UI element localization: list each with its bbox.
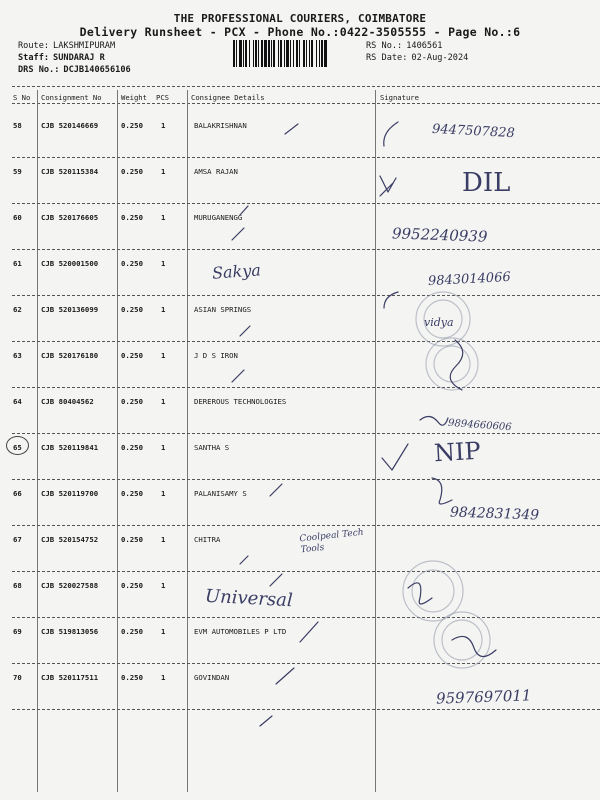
barcode-bar bbox=[239, 40, 242, 67]
barcode-bar bbox=[249, 40, 250, 67]
row-consignee: SANTHA S bbox=[194, 443, 230, 452]
barcode-bar bbox=[284, 40, 285, 67]
row-consignee: DEREROUS TECHNOLOGIES bbox=[194, 397, 287, 406]
row-consignment-no: CJB 520154752 bbox=[41, 535, 99, 544]
barcode-bar bbox=[321, 40, 323, 67]
row-sno: 67 bbox=[13, 535, 22, 544]
handwriting-row-64-phone: 9894660606 bbox=[447, 417, 512, 434]
row-sno: 63 bbox=[13, 351, 22, 360]
row-sno: 68 bbox=[13, 581, 22, 590]
barcode-bar bbox=[306, 40, 307, 67]
col-header-sno: S No bbox=[13, 93, 31, 102]
row-pcs: 1 bbox=[161, 167, 166, 176]
row-pcs: 1 bbox=[161, 351, 166, 360]
handwriting-row-65-mark: NIP bbox=[433, 436, 482, 468]
barcode-bar bbox=[261, 40, 263, 67]
row-consignment-no: CJB 520176180 bbox=[41, 351, 99, 360]
barcode-bar bbox=[286, 40, 289, 67]
col-header-weight: Weight bbox=[121, 93, 147, 102]
sno-65-circle-mark bbox=[6, 436, 29, 455]
barcode-bar bbox=[309, 40, 310, 67]
row-weight: 0.250 bbox=[121, 259, 143, 268]
row-weight: 0.250 bbox=[121, 121, 143, 130]
table-row bbox=[0, 627, 600, 673]
row-separator bbox=[12, 387, 600, 388]
handwriting-row-68-name: Universal bbox=[204, 585, 294, 612]
row-consignment-no: CJB 520115384 bbox=[41, 167, 99, 176]
barcode-bar bbox=[316, 40, 317, 67]
company-title: THE PROFESSIONAL COURIERS, COIMBATORE bbox=[173, 12, 427, 25]
row-consignee: PALANISAMY S bbox=[194, 489, 247, 498]
row-consignee: MURUGANENGG bbox=[194, 213, 243, 222]
barcode bbox=[233, 40, 358, 67]
row-sno: 64 bbox=[13, 397, 22, 406]
route-field bbox=[18, 41, 115, 51]
handwriting-row-58-phone: 9447507828 bbox=[431, 121, 516, 142]
row-separator bbox=[12, 617, 600, 618]
barcode-bar bbox=[243, 40, 244, 67]
row-sno: 69 bbox=[13, 627, 22, 636]
barcode-bar bbox=[319, 40, 320, 67]
row-sno: 58 bbox=[13, 121, 22, 130]
handwriting-row-59-mark: DIL bbox=[462, 168, 511, 198]
row-separator bbox=[12, 663, 600, 664]
staff-value: SUNDARAJ R bbox=[53, 53, 105, 63]
col-header-consignee: Consignee Details bbox=[191, 93, 265, 102]
row-pcs: 1 bbox=[161, 121, 166, 130]
row-pcs: 1 bbox=[161, 627, 166, 636]
table-row bbox=[0, 397, 600, 443]
rs-no-field bbox=[366, 41, 442, 51]
row-consignment-no: CJB 520146669 bbox=[41, 121, 99, 130]
rs-no-label: RS No.: bbox=[366, 41, 403, 51]
col-header-pcs: PCS bbox=[156, 93, 169, 102]
row-separator bbox=[12, 709, 600, 710]
row-separator bbox=[12, 571, 600, 572]
row-weight: 0.250 bbox=[121, 581, 143, 590]
row-weight: 0.250 bbox=[121, 489, 143, 498]
barcode-bar bbox=[273, 40, 275, 67]
row-weight: 0.250 bbox=[121, 351, 143, 360]
table-row bbox=[0, 443, 600, 489]
row-consignment-no: CJB 520001500 bbox=[41, 259, 99, 268]
row-separator bbox=[12, 249, 600, 250]
rs-no-value: 1406561 bbox=[406, 41, 443, 51]
handwriting-row-61-name: Sakya bbox=[211, 260, 262, 283]
row-pcs: 1 bbox=[161, 489, 166, 498]
row-pcs: 1 bbox=[161, 397, 166, 406]
barcode-bar bbox=[296, 40, 298, 67]
col-header-signature: Signature bbox=[380, 93, 419, 102]
row-weight: 0.250 bbox=[121, 673, 143, 682]
row-consignee: CHITRA bbox=[194, 535, 221, 544]
table-row bbox=[0, 213, 600, 259]
row-pcs: 1 bbox=[161, 443, 166, 452]
row-separator bbox=[12, 479, 600, 480]
drs-label: DRS No.: bbox=[18, 65, 60, 75]
row-weight: 0.250 bbox=[121, 213, 143, 222]
barcode-bar bbox=[280, 40, 282, 67]
handwriting-row-60-phone: 9952240939 bbox=[391, 224, 488, 246]
row-separator bbox=[12, 157, 600, 158]
row-weight: 0.250 bbox=[121, 443, 143, 452]
row-pcs: 1 bbox=[161, 535, 166, 544]
row-consignee: ASIAN SPRINGS bbox=[194, 305, 252, 314]
runsheet-subtitle: Delivery Runsheet - PCX - Phone No.:0422-3505555 - Page No.:6 bbox=[79, 25, 521, 39]
row-weight: 0.250 bbox=[121, 627, 143, 636]
header-rule-bottom bbox=[12, 103, 600, 104]
row-consignment-no: CJB 520136099 bbox=[41, 305, 99, 314]
handwriting-row-67-note: Coolpeal Tech Tools bbox=[299, 527, 365, 556]
row-sno: 70 bbox=[13, 673, 22, 682]
staff-field bbox=[18, 53, 105, 63]
row-consignment-no: CJB 519813056 bbox=[41, 627, 99, 636]
barcode-bar bbox=[233, 40, 235, 67]
row-consignee: BALAKRISHNAN bbox=[194, 121, 247, 130]
row-sno: 62 bbox=[13, 305, 22, 314]
row-consignment-no: CJB 520119841 bbox=[41, 443, 99, 452]
row-sno: 60 bbox=[13, 213, 22, 222]
row-weight: 0.250 bbox=[121, 535, 143, 544]
row-sno: 61 bbox=[13, 259, 22, 268]
header-rule-top bbox=[12, 86, 600, 87]
row-consignee: GOVINDAN bbox=[194, 673, 230, 682]
route-value: LAKSHMIPURAM bbox=[53, 41, 116, 51]
barcode-bar bbox=[264, 40, 267, 67]
rs-date-field bbox=[366, 53, 468, 63]
handwriting-row-61-phone: 9843014066 bbox=[427, 269, 512, 290]
row-separator bbox=[12, 295, 600, 296]
row-consignment-no: CJB 520119700 bbox=[41, 489, 99, 498]
row-weight: 0.250 bbox=[121, 167, 143, 176]
row-weight: 0.250 bbox=[121, 305, 143, 314]
barcode-bar bbox=[299, 40, 300, 67]
handwriting-row-66-phone: 9842831349 bbox=[449, 504, 540, 524]
barcode-bar bbox=[258, 40, 259, 67]
barcode-bar bbox=[311, 40, 313, 67]
row-sno: 66 bbox=[13, 489, 22, 498]
row-consignee: EVM AUTOMOBILES P LTD bbox=[194, 627, 287, 636]
barcode-bar bbox=[303, 40, 305, 67]
row-separator bbox=[12, 433, 600, 434]
route-label: Route: bbox=[18, 41, 50, 51]
row-consignee: AMSA RAJAN bbox=[194, 167, 238, 176]
row-consignee: J D S IRON bbox=[194, 351, 238, 360]
drs-field bbox=[18, 65, 131, 75]
row-weight: 0.250 bbox=[121, 397, 143, 406]
handwriting-row-70-phone: 9597697011 bbox=[435, 686, 532, 708]
barcode-bar bbox=[324, 40, 327, 67]
table-row bbox=[0, 305, 600, 351]
row-pcs: 1 bbox=[161, 213, 166, 222]
staff-label: Staff: bbox=[18, 53, 50, 63]
row-consignment-no: CJB 80404562 bbox=[41, 397, 94, 406]
row-consignment-no: CJB 520027588 bbox=[41, 581, 99, 590]
row-pcs: 1 bbox=[161, 673, 166, 682]
row-pcs: 1 bbox=[161, 581, 166, 590]
barcode-bar bbox=[268, 40, 270, 67]
row-sno: 59 bbox=[13, 167, 22, 176]
barcode-bar bbox=[236, 40, 237, 67]
table-row bbox=[0, 351, 600, 397]
row-sno: 65 bbox=[13, 443, 22, 452]
row-consignment-no: CJB 520117511 bbox=[41, 673, 99, 682]
rs-date-value: 02-Aug-2024 bbox=[411, 53, 469, 63]
barcode-bar bbox=[253, 40, 254, 67]
barcode-bar bbox=[245, 40, 247, 67]
drs-value: DCJB140656106 bbox=[63, 65, 131, 75]
row-pcs: 1 bbox=[161, 259, 166, 268]
row-separator bbox=[12, 525, 600, 526]
row-pcs: 1 bbox=[161, 305, 166, 314]
col-header-consignment: Consignment No bbox=[41, 93, 102, 102]
rs-date-label: RS Date: bbox=[366, 53, 408, 63]
barcode-bar bbox=[255, 40, 257, 67]
handwriting-row-62-mark: vidya bbox=[424, 316, 454, 329]
row-separator bbox=[12, 203, 600, 204]
barcode-bar bbox=[278, 40, 279, 67]
barcode-bar bbox=[271, 40, 272, 67]
table-row bbox=[0, 581, 600, 627]
barcode-bar bbox=[293, 40, 294, 67]
row-consignment-no: CJB 520176605 bbox=[41, 213, 99, 222]
row-separator bbox=[12, 341, 600, 342]
barcode-bar bbox=[290, 40, 291, 67]
